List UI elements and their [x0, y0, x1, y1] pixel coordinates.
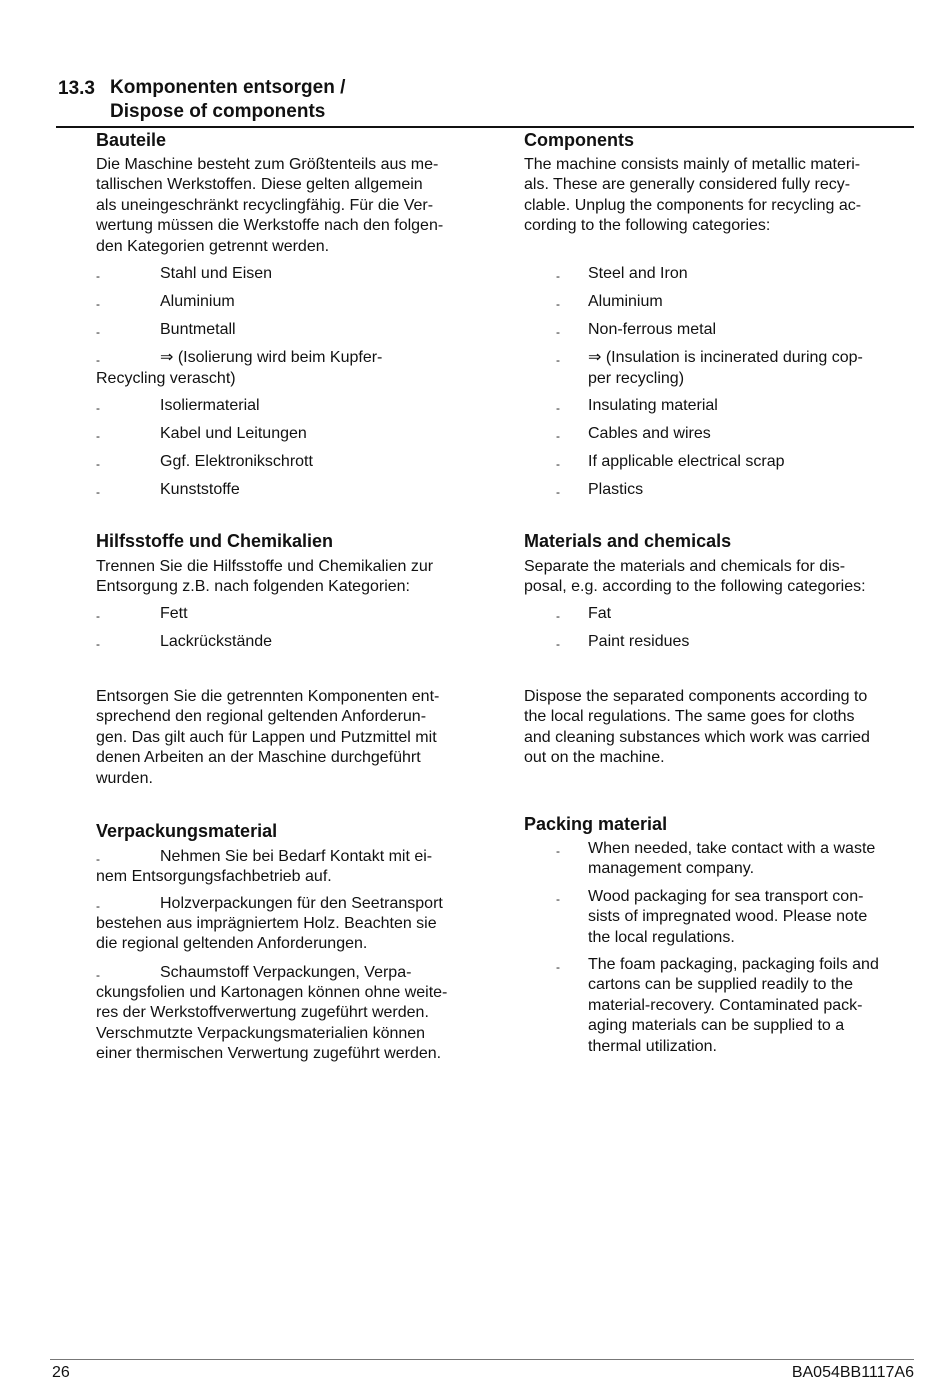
bullet-dash: -	[556, 353, 560, 367]
bullet-dash: -	[556, 297, 560, 311]
en-dispose-text	[524, 687, 870, 769]
list-item: Kunststoffe	[160, 481, 240, 498]
list-item-continuation: per recycling)	[588, 370, 685, 387]
bullet-dash: -	[96, 297, 100, 311]
bullet-dash: -	[556, 269, 560, 283]
heading-rule	[56, 126, 914, 128]
en-materials-heading: Materials and chemicals	[524, 531, 732, 551]
de-materials-heading: Hilfsstoffe und Chemikalien	[96, 531, 334, 551]
text-line: Die Maschine besteht zum Größtenteils aus me-	[96, 156, 439, 173]
en-components-text	[524, 155, 861, 237]
de-components-heading: Bauteile	[96, 130, 167, 150]
text-line: the local regulations. The same goes for cloths	[524, 708, 855, 726]
packing-item-line: aging materials can be supplied to a	[588, 1017, 845, 1034]
packing-item-line: material-recovery. Contaminated pack-	[588, 997, 863, 1014]
de-dispose-text	[96, 687, 439, 789]
bullet-dash: -	[556, 609, 560, 623]
packing-item-line: The foam packaging, packaging foils and	[588, 956, 879, 973]
bullet-dash: -	[556, 844, 560, 858]
list-item: Non-ferrous metal	[588, 321, 717, 338]
text-line: posal, e.g. according to the following categories:	[524, 578, 866, 596]
text-line: gen. Das gilt auch für Lappen und Putzmittel mit	[96, 728, 437, 746]
list-item: If applicable electrical scrap	[588, 453, 785, 470]
packing-item-line: Wood packaging for sea transport con-	[588, 888, 864, 905]
list-item: Plastics	[588, 481, 644, 498]
list-item: Paint residues	[588, 633, 690, 650]
packing-item-line: res der Werkstoffverwertung zugeführt werden.	[96, 1004, 429, 1021]
bullet-dash: -	[556, 960, 560, 974]
packing-item-line: Verschmutzte Verpackungsmaterialien können	[96, 1025, 426, 1042]
bullet-dash: -	[96, 401, 100, 415]
text-line: out on the machine.	[524, 749, 665, 767]
bullet-dash: -	[96, 429, 100, 443]
packing-item-line: nem Entsorgungsfachbetrieb auf.	[96, 868, 332, 885]
packing-item-line: einer thermischen Verwertung zugeführt werden.	[96, 1045, 442, 1062]
page-number: 26	[52, 1364, 70, 1381]
text-line: Dispose the separated components according to	[524, 688, 868, 705]
list-item-continuation: Recycling verascht)	[96, 370, 236, 387]
bullet-dash: -	[96, 609, 100, 623]
text-line: als uneingeschränkt recyclingfähig. Für die Ver-	[96, 196, 434, 214]
de-packing-heading: Verpackungsmaterial	[96, 821, 278, 841]
list-item: Aluminium	[160, 293, 235, 310]
text-line: cording to the following categories:	[524, 217, 771, 235]
bullet-dash: -	[96, 899, 100, 913]
packing-item-line: sists of impregnated wood. Please note	[588, 908, 868, 925]
packing-item-line: ckungsfolien und Kartonagen können ohne weite-	[96, 984, 448, 1001]
text-line: The machine consists mainly of metallic materi-	[524, 156, 861, 173]
list-item: Fat	[588, 605, 612, 622]
packing-item-line: When needed, take contact with a waste	[588, 840, 876, 857]
document-code: BA054BB1117A6	[791, 1364, 914, 1381]
text-line: clable. Unplug the components for recycling ac-	[524, 196, 862, 214]
text-line: tallischen Werkstoffen. Diese gelten allgemein	[96, 176, 423, 194]
packing-item-line: Nehmen Sie bei Bedarf Kontakt mit ei-	[160, 848, 433, 865]
text-line: Trennen Sie die Hilfsstoffe und Chemikalien zur	[96, 558, 434, 575]
bullet-dash: -	[96, 269, 100, 283]
bullet-dash: -	[96, 637, 100, 651]
bullet-dash: -	[96, 485, 100, 499]
text-line: Entsorgung z.B. nach folgenden Kategorien:	[96, 578, 410, 596]
text-line: wurden.	[96, 769, 153, 787]
packing-item-line: the local regulations.	[588, 929, 735, 946]
bullet-dash: -	[556, 401, 560, 415]
bullet-dash: -	[556, 892, 560, 906]
bullet-dash: -	[556, 637, 560, 651]
bullet-dash: -	[96, 968, 100, 982]
list-item: Lackrückstände	[160, 633, 273, 650]
text-line: Entsorgen Sie die getrennten Komponenten ent-	[96, 688, 440, 705]
en-packing-heading: Packing material	[524, 814, 668, 834]
de-components-text	[96, 155, 443, 257]
en-materials-text	[524, 557, 866, 598]
packing-item-line: Holzverpackungen für den Seetransport	[160, 895, 443, 912]
bullet-dash: -	[96, 852, 100, 866]
list-item: ⇒ (Insulation is incinerated during cop-	[588, 349, 863, 366]
list-item: Aluminium	[588, 293, 663, 310]
packing-item-line: bestehen aus imprägniertem Holz. Beachten sie	[96, 915, 437, 932]
list-item: Steel and Iron	[588, 265, 688, 282]
bullet-dash: -	[556, 325, 560, 339]
list-item: Stahl und Eisen	[160, 265, 273, 282]
list-item: Fett	[160, 605, 188, 622]
text-line: sprechend den regional geltenden Anforderun-	[96, 708, 427, 726]
footer-rule	[50, 1359, 914, 1360]
bullet-dash: -	[556, 457, 560, 471]
text-line: Separate the materials and chemicals for dis-	[524, 558, 846, 575]
bullet-dash: -	[96, 353, 100, 367]
bullet-dash: -	[556, 485, 560, 499]
list-item: Insulating material	[588, 397, 718, 414]
text-line: denen Arbeiten an der Maschine durchgeführt	[96, 749, 421, 767]
packing-item-line: thermal utilization.	[588, 1038, 717, 1055]
bullet-dash: -	[556, 429, 560, 443]
list-item: Kabel und Leitungen	[160, 425, 307, 442]
packing-item-line: Schaumstoff Verpackungen, Verpa-	[160, 964, 412, 981]
list-item: Ggf. Elektronikschrott	[160, 453, 313, 470]
list-item: ⇒ (Isolierung wird beim Kupfer-	[160, 349, 383, 366]
text-line: wertung müssen die Werkstoffe nach den folgen-	[96, 217, 444, 235]
list-item: Isoliermaterial	[160, 397, 260, 414]
section-number: 13.3	[58, 78, 95, 99]
packing-item-line: die regional geltenden Anforderungen.	[96, 935, 368, 952]
text-line: den Kategorien getrennt werden.	[96, 237, 330, 255]
text-line: als. These are generally considered fully recy-	[524, 176, 851, 194]
bullet-dash: -	[96, 457, 100, 471]
section-title-en: Dispose of components	[110, 101, 326, 122]
de-materials-text	[96, 557, 433, 598]
en-components-heading: Components	[524, 130, 634, 150]
section-title-de: Komponenten entsorgen /	[110, 77, 346, 98]
packing-item-line: cartons can be supplied readily to the	[588, 976, 854, 993]
packing-item-line: management company.	[588, 860, 755, 877]
text-line: and cleaning substances which work was carried	[524, 728, 870, 746]
list-item: Buntmetall	[160, 321, 236, 338]
list-item: Cables and wires	[588, 425, 711, 442]
bullet-dash: -	[96, 325, 100, 339]
